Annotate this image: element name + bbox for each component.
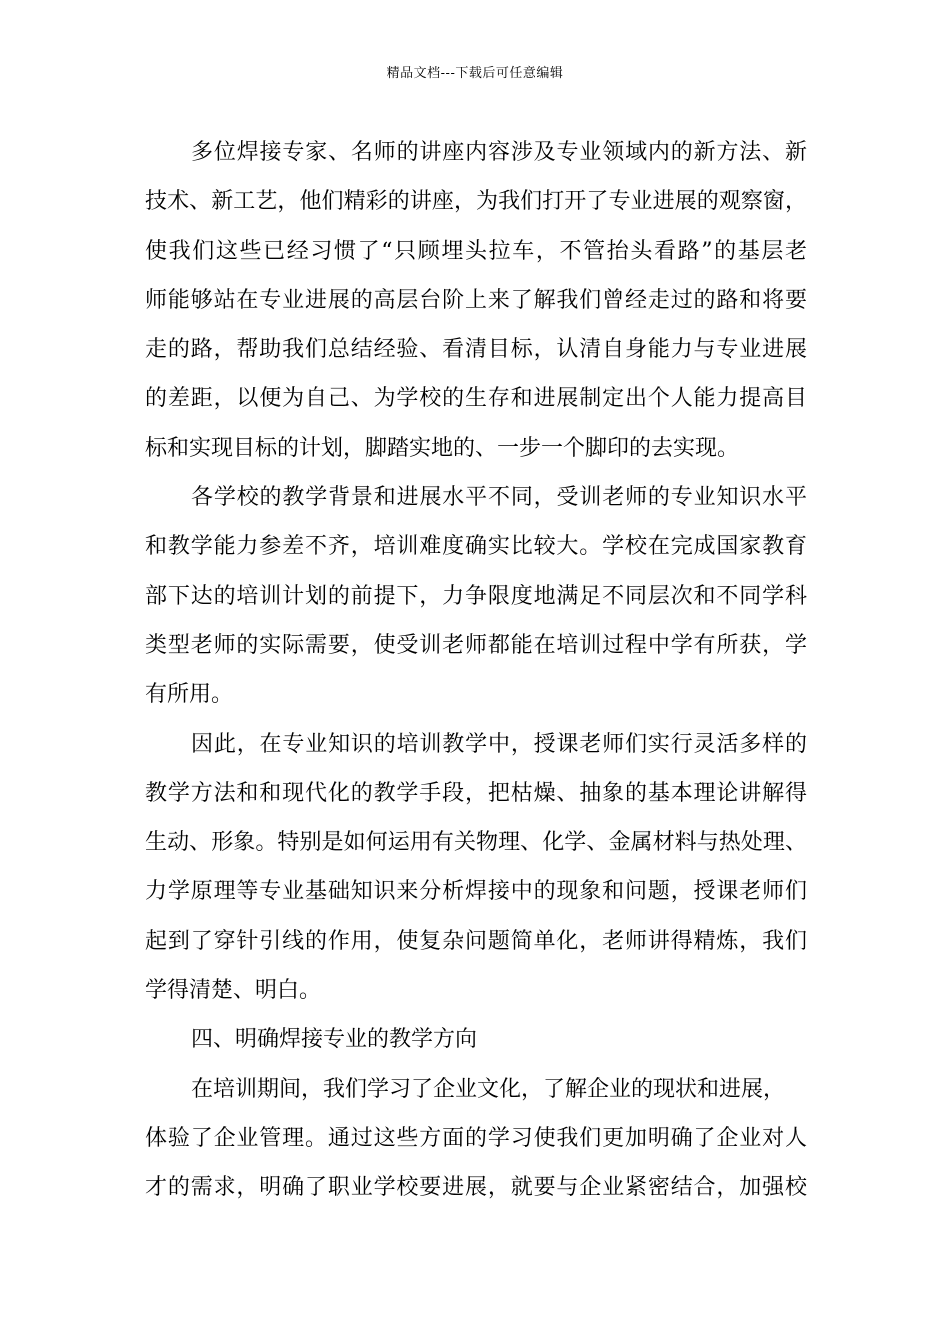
text-line: 在培训期间，我们学习了企业文化，了解企业的现状和进展，: [191, 1076, 786, 1102]
text-line: 生动、形象。特别是如何运用有关物理、化学、金属材料与热处理、: [145, 830, 807, 856]
text-line: 类型老师的实际需要，使受训老师都能在培训过程中学有所获，学: [145, 632, 807, 658]
text-line: 的差距，以便为自己、为学校的生存和进展制定出个人能力提高目: [145, 386, 807, 412]
text-line: 部下达的培训计划的前提下，力争限度地满足不同层次和不同学科: [145, 583, 807, 609]
text-line: 多位焊接专家、名师的讲座内容涉及专业领域内的新方法、新: [191, 140, 807, 165]
section-heading: 四、明确焊接专业的教学方向: [191, 1027, 478, 1053]
text-line: 起到了穿针引线的作用，使复杂问题简单化，老师讲得精炼，我们: [145, 928, 807, 954]
text-line: 标和实现目标的计划，脚踏实地的、一步一个脚印的去实现。: [145, 435, 740, 461]
text-line: 走的路，帮助我们总结经验、看清目标，认清自身能力与专业进展: [145, 337, 807, 363]
text-line: 技术、新工艺，他们精彩的讲座，为我们打开了专业进展的观察窗，: [145, 189, 807, 215]
page-header: 精品文档---下载后可任意编辑: [386, 66, 564, 81]
text-line: 各学校的教学背景和进展水平不同，受训老师的专业知识水平: [191, 485, 807, 511]
text-line: 和教学能力参差不齐，培训难度确实比较大。学校在完成国家教育: [145, 534, 807, 560]
text-line: 学得清楚、明白。: [145, 978, 322, 1004]
text-line: 有所用。: [145, 682, 234, 708]
text-line: 力学原理等专业基础知识来分析焊接中的现象和问题，授课老师们: [145, 879, 807, 905]
text-line: 师能够站在专业进展的高层台阶上来了解我们曾经走过的路和将要: [145, 287, 807, 313]
body-text: [145, 128, 807, 1213]
text-line: 体验了企业管理。通过这些方面的学习使我们更加明确了企业对人: [145, 1125, 807, 1151]
text-line: 因此，在专业知识的培训教学中，授课老师们实行灵活多样的: [191, 731, 807, 757]
text-line: 使我们这些已经习惯了“只顾埋头拉车，不管抬头看路”的基层老: [145, 238, 807, 264]
text-line: 教学方法和和现代化的教学手段，把枯燥、抽象的基本理论讲解得: [145, 780, 807, 806]
text-line: 才的需求，明确了职业学校要进展，就要与企业紧密结合，加强校: [145, 1175, 807, 1201]
